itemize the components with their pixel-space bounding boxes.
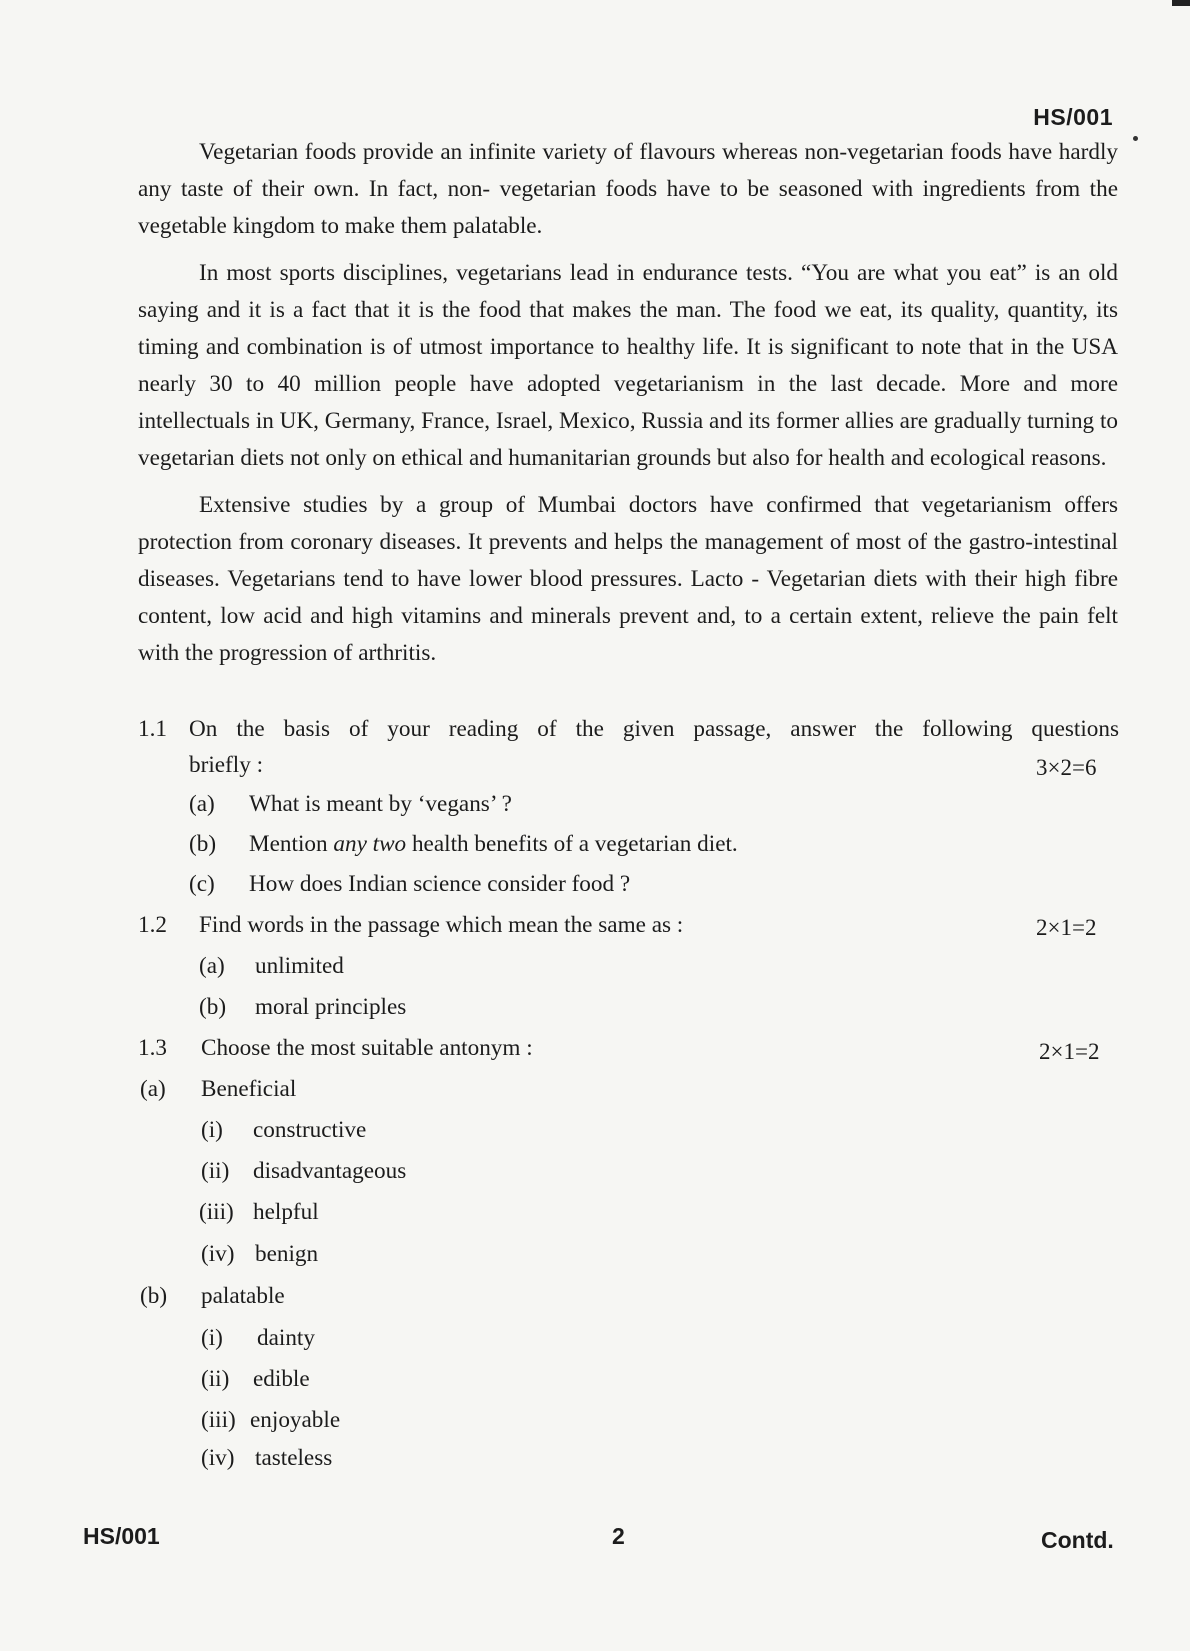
q1-3-a-option-label: (iii) xyxy=(199,1199,234,1225)
footer-contd: Contd. xyxy=(1041,1527,1114,1553)
q1-2-a-text: unlimited xyxy=(255,953,344,979)
passage-paragraph-1: Vegetarian foods provide an infinite variety of flavours whereas non-vegetarian foods have hardly any taste of their own. In fact, non- vegetarian foods have to be seasoned with ingredients from the vegetable kingdom to make them palatable. xyxy=(138,139,1118,239)
q1-2-a-label: (a) xyxy=(199,953,225,979)
passage-paragraph-2: In most sports disciplines, vegetarians lead in endurance tests. “You are what you eat” is an old saying and it is a fact that it is the food that makes the man. The food we eat, its quality, quantity, its timing and combination is of utmost importance to healthy life. It is significant to note that in the USA nearly 30 to 40 million people have adopted vegetarianism in the last decade. More and more intellectuals in UK, Germany, France, Israel, Mexico, Russia and its former allies are gradually turning to vegetarian diets not only on ethical and humanitarian grounds but also for health and ecological reasons. xyxy=(138,260,1118,471)
passage-paragraph-3: Extensive studies by a group of Mumbai doctors have confirmed that vegetarianism offers protection from coronary diseases. It prevents and helps the management of most of the gastro-intestinal diseases. Vegetarians tend to have lower blood pressures. Lacto - Vegetarian diets with their high fibre content, low acid and high vitamins and minerals prevent and, to a certain extent, relieve the pain felt with the progression of arthritis. xyxy=(138,492,1118,666)
q1-3-b-option-text: dainty xyxy=(257,1325,315,1351)
q1-3-a-option-text: constructive xyxy=(253,1117,367,1143)
q1-3-a-option-text: disadvantageous xyxy=(253,1158,407,1184)
header-paper-code: HS/001 xyxy=(1033,104,1113,130)
q1-3-number: 1.3 xyxy=(138,1035,167,1061)
q1-3-b-option-text: tasteless xyxy=(255,1445,333,1471)
q1-1-a-text: What is meant by ‘vegans’ ? xyxy=(249,791,512,817)
q1-1-c-label: (c) xyxy=(189,871,215,897)
q1-1-b-label: (b) xyxy=(189,831,217,857)
q1-3-a-option-text: helpful xyxy=(253,1199,319,1225)
q1-1-b-text: Mention any two health benefits of a vegetarian diet. xyxy=(249,831,738,857)
q1-3-b-option-label: (i) xyxy=(201,1325,223,1351)
margin-dot xyxy=(1133,136,1138,141)
q1-1-c-text: How does Indian science consider food ? xyxy=(249,871,631,897)
q1-1-text-line1: On the basis of your reading of the given passage, answer the following questions xyxy=(189,716,1119,742)
q1-3-a-option-label: (ii) xyxy=(201,1158,230,1184)
q1-3-a-option-text: benign xyxy=(255,1241,319,1267)
q1-3-text: Choose the most suitable antonym : xyxy=(201,1035,533,1061)
q1-3-b-option-label: (iv) xyxy=(201,1445,235,1471)
q1-2-text: Find words in the passage which mean the same as : xyxy=(199,912,684,938)
q1-3-a-word: Beneficial xyxy=(201,1076,297,1102)
q1-3-a-option-label: (i) xyxy=(201,1117,223,1143)
q1-3-b-option-text: edible xyxy=(253,1366,310,1392)
q1-1-number: 1.1 xyxy=(138,716,167,742)
q1-2-marks: 2×1=2 xyxy=(1036,915,1097,940)
footer-page-number: 2 xyxy=(612,1523,625,1549)
q1-1-marks: 3×2=6 xyxy=(1036,755,1097,780)
q1-3-b-option-label: (iii) xyxy=(201,1407,236,1433)
q1-3-a-label: (a) xyxy=(140,1076,166,1102)
emphasis: any two xyxy=(333,831,407,857)
q1-3-b-word: palatable xyxy=(201,1283,285,1309)
scan-corner-mark xyxy=(1172,0,1190,6)
q1-2-b-text: moral principles xyxy=(255,994,407,1020)
q1-1-a-label: (a) xyxy=(189,791,215,817)
q1-3-b-option-label: (ii) xyxy=(201,1366,230,1392)
q1-3-b-option-text: enjoyable xyxy=(250,1407,341,1433)
reading-passage xyxy=(138,134,1118,682)
q1-2-b-label: (b) xyxy=(199,994,227,1020)
q1-3-b-label: (b) xyxy=(140,1283,168,1309)
q1-1-text-line2: briefly : xyxy=(189,752,264,778)
q1-3-marks: 2×1=2 xyxy=(1039,1039,1100,1064)
q1-3-a-option-label: (iv) xyxy=(201,1241,235,1267)
footer-paper-code: HS/001 xyxy=(83,1523,160,1549)
q1-2-number: 1.2 xyxy=(138,912,167,938)
